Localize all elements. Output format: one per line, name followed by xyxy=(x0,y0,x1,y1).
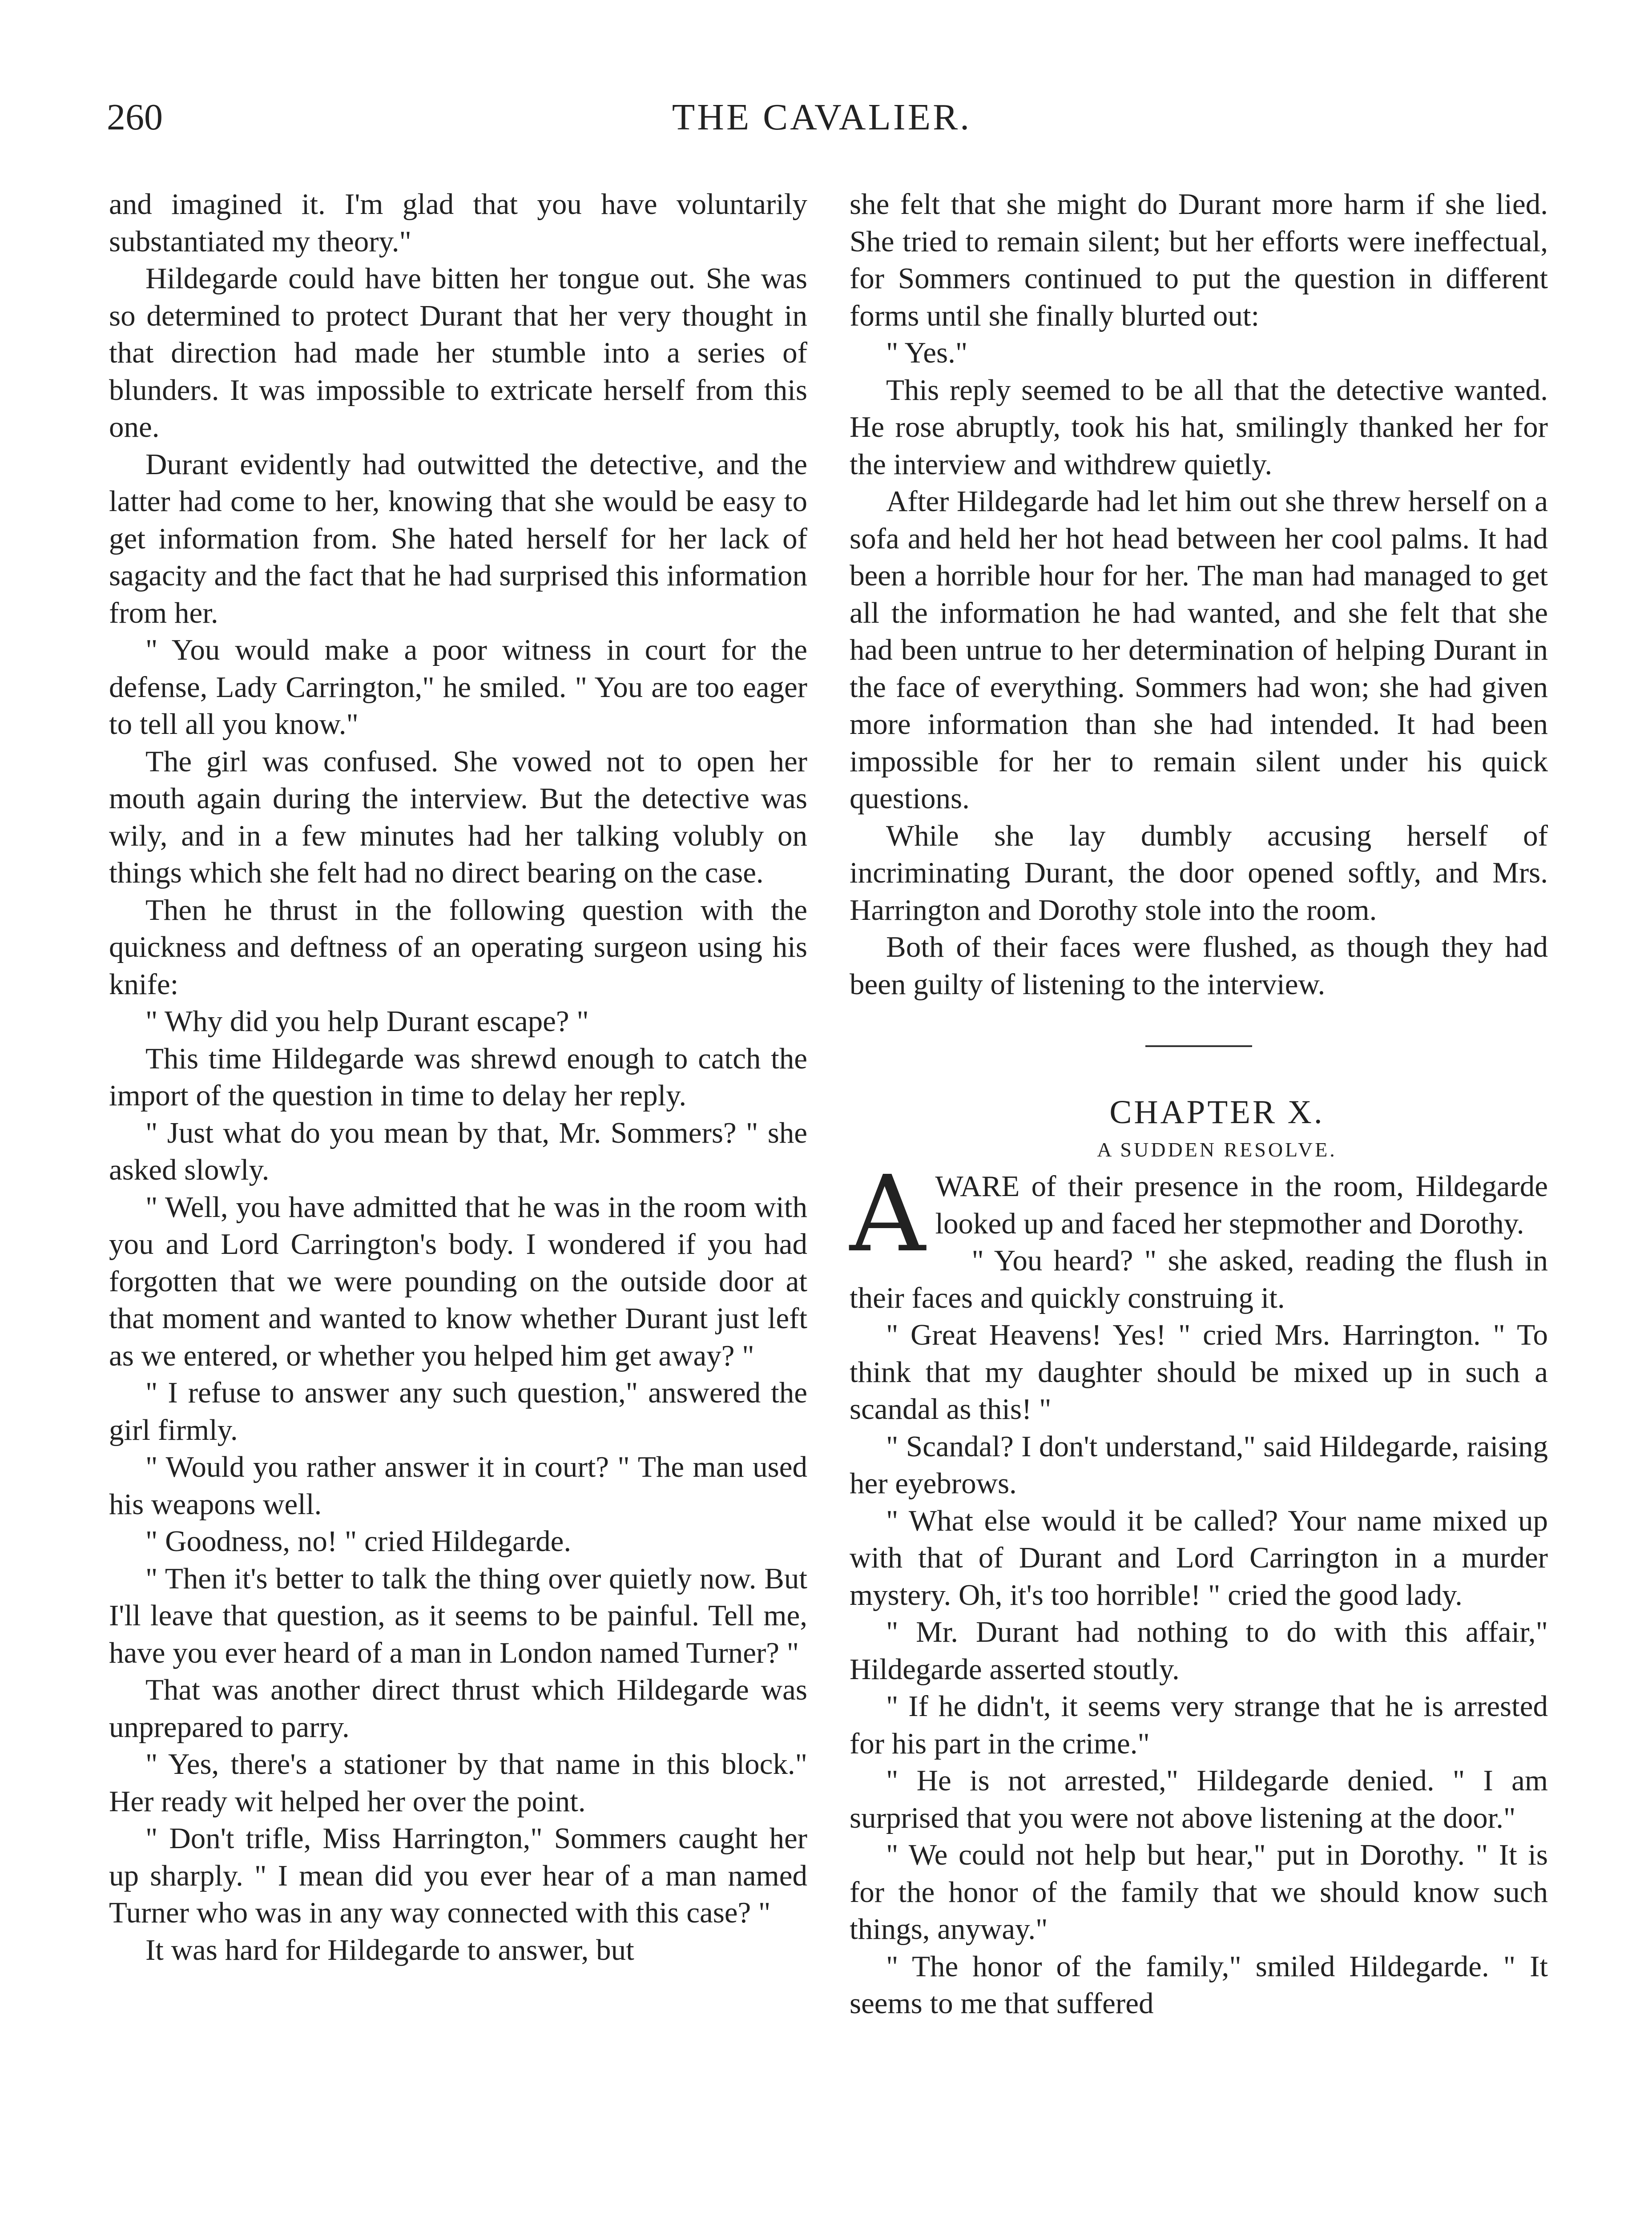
paragraph: " Don't trifle, Miss Harrington," Sommers caught her up sharply. " I mean did you ever hear of a man named Turner who was in any way connected with this case? " xyxy=(109,1822,807,1929)
paragraph: While she lay dumbly accusing herself of incriminating Durant, the door opened softly, and Mrs. Harrington and Dorothy stole into the room. xyxy=(850,819,1548,927)
paragraph: The girl was confused. She vowed not to open her mouth again during the interview. But the detective was wily, and in a few minutes had her talking volubly on things which she felt had no direct bearing on the case. xyxy=(109,745,807,889)
page-number: 260 xyxy=(107,97,163,138)
paragraph: " We could not help but hear," put in Dorothy. " It is for the honor of the family that we should know such things, anyway." xyxy=(850,1838,1548,1946)
paragraph: " You would make a poor witness in court for the defense, Lady Carrington," he smiled. " You are too eager to tell all you know." xyxy=(109,633,807,741)
first-paragraph-text: WARE of their presence in the room, Hildegarde looked up and faced her stepmother and Dorothy. xyxy=(935,1170,1548,1240)
chapter-subtitle: A SUDDEN RESOLVE. xyxy=(1097,1138,1337,1161)
paragraph: she felt that she might do Durant more harm if she lied. She tried to remain silent; but her efforts were ineffectual, for Sommers continued to put the question in different forms until she finally blurted out: xyxy=(850,188,1548,332)
section-divider xyxy=(1145,1045,1252,1047)
running-title: THE CAVALIER. xyxy=(672,97,972,138)
chapter-title: CHAPTER X. xyxy=(1109,1094,1325,1131)
paragraph: Both of their faces were flushed, as though they had been guilty of listening to the interview. xyxy=(850,931,1548,1001)
paragraph: Hildegarde could have bitten her tongue out. She was so determined to protect Durant that her very thought in that direction had made her stumble into a series of blunders. It was impossible to extricate herself from this one. xyxy=(109,262,807,443)
right-column-top-text xyxy=(850,186,1548,1003)
right-column xyxy=(850,186,1548,2023)
paragraph: That was another direct thrust which Hildegarde was unprepared to parry. xyxy=(109,1673,807,1744)
paragraph: " The honor of the family," smiled Hildegarde. " It seems to me that suffered xyxy=(850,1950,1548,2020)
paragraph: " Goodness, no! " cried Hildegarde. xyxy=(145,1525,572,1558)
paragraph: " Yes, there's a stationer by that name in this block." Her ready wit helped her over the point. xyxy=(109,1748,807,1818)
paragraph: " Mr. Durant had nothing to do with this affair," Hildegarde asserted stoutly. xyxy=(850,1616,1548,1686)
paragraph: " Well, you have admitted that he was in the room with you and Lord Carrington's body. I wondered if you had forgotten that we were pounding on the outside door at that moment and wanted to know whether Durant just left as we entered, or whether you helped him get away? " xyxy=(109,1190,807,1372)
paragraph: This time Hildegarde was shrewd enough to catch the import of the question in time to delay her reply. xyxy=(109,1042,807,1112)
paragraph: " Why did you help Durant escape? " xyxy=(145,1005,589,1038)
left-column xyxy=(109,186,807,1969)
paragraph: " Then it's better to talk the thing over quietly now. But I'll leave that question, as it seems to be painful. Tell me, have you ever heard of a man in London named Turner? " xyxy=(109,1562,807,1669)
paragraph: After Hildegarde had let him out she threw herself on a sofa and held her hot head between her cool palms. It had been a horrible hour for her. The man had managed to get all the information he had wanted, and she felt that she had been untrue to her determination of helping Durant in the face of everything. Sommers had won; she had given more information than she had intended. It had been impossible for her to remain silent under his quick questions. xyxy=(850,485,1548,815)
paragraph: " If he didn't, it seems very strange that he is arrested for his part in the crime." xyxy=(850,1690,1548,1760)
paragraph: and imagined it. I'm glad that you have voluntarily substantiated my theory." xyxy=(109,188,807,258)
paragraph: Durant evidently had outwitted the detective, and the latter had come to her, knowing that she would be easy to get information from. She hated herself for her lack of sagacity and the fact that he had surprised this information from her. xyxy=(109,447,807,629)
paragraph: " Would you rather answer it in court? " The man used his weapons well. xyxy=(109,1450,807,1521)
paragraph: " Yes." xyxy=(886,336,968,369)
chapter-first-paragraph xyxy=(850,1153,1548,1275)
right-column-bottom-text xyxy=(850,1242,1548,2023)
paragraph: " I refuse to answer any such question," answered the girl firmly. xyxy=(109,1376,807,1446)
paragraph: " Scandal? I don't understand," said Hildegarde, raising her eyebrows. xyxy=(850,1430,1548,1500)
paragraph: Then he thrust in the following question with the quickness and deftness of an operating surgeon using his knife: xyxy=(109,893,807,1001)
paragraph: " You heard? " she asked, reading the flush in their faces and quickly construing it. xyxy=(850,1244,1548,1314)
paragraph: This reply seemed to be all that the detective wanted. He rose abruptly, took his hat, smilingly thanked her for the interview and withdrew quietly. xyxy=(850,373,1548,481)
paragraph: " He is not arrested," Hildegarde denied. " I am surprised that you were not above listening at the door." xyxy=(850,1764,1548,1834)
drop-cap-letter: A xyxy=(850,1153,926,1275)
paragraph: " Just what do you mean by that, Mr. Sommers? " she asked slowly. xyxy=(109,1116,807,1186)
paragraph: It was hard for Hildegarde to answer, but xyxy=(145,1933,634,1966)
paragraph: " What else would it be called? Your name mixed up with that of Durant and Lord Carrington in a murder mystery. Oh, it's too horrible! " cried the good lady. xyxy=(850,1504,1548,1612)
page-header xyxy=(102,96,1541,149)
paragraph: " Great Heavens! Yes! " cried Mrs. Harrington. " To think that my daughter should be mixed up in such a scandal as this! " xyxy=(850,1318,1548,1426)
